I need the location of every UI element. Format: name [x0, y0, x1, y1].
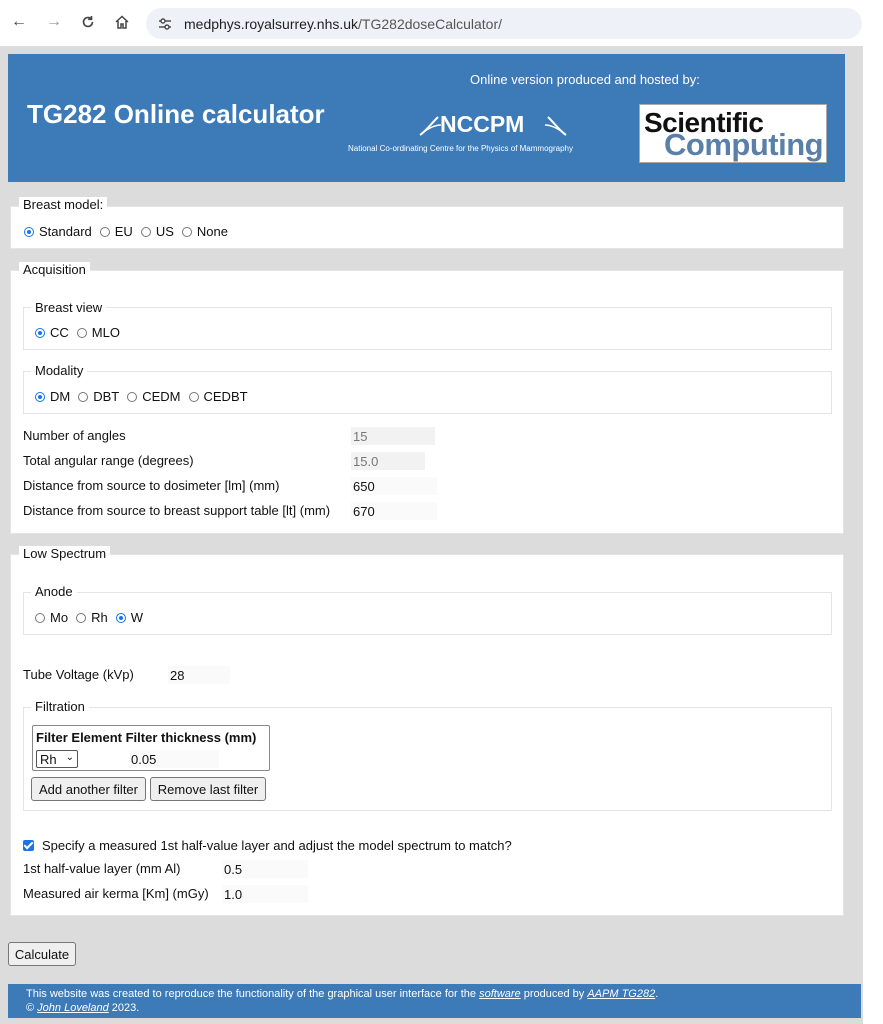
breast-model-eu[interactable]: [100, 224, 133, 239]
modality-dbt[interactable]: [78, 389, 119, 404]
low-spectrum-legend: Low Spectrum: [19, 546, 110, 561]
view-mlo[interactable]: [77, 325, 120, 340]
hvl-label: 1st half-value layer (mm Al): [23, 861, 181, 876]
modality-cedbt[interactable]: [189, 389, 248, 404]
num-angles-label: Number of angles: [23, 428, 126, 443]
hvl-checkbox-label: Specify a measured 1st half-value layer and adjust the model spectrum to match?: [42, 838, 512, 853]
address-bar[interactable]: [146, 8, 862, 39]
num-angles-input[interactable]: 15: [351, 427, 435, 445]
source-table-label: Distance from source to breast support table [lt] (mm): [23, 503, 331, 518]
back-arrow-icon[interactable]: ←: [11, 13, 27, 30]
hvl-checkbox-row: [23, 838, 512, 853]
filter-element-select[interactable]: [36, 750, 78, 768]
anode-w[interactable]: [116, 610, 143, 625]
source-table-input[interactable]: 670: [351, 502, 437, 520]
footer-text-mid: produced by: [523, 988, 585, 1000]
radio-none[interactable]: [182, 227, 192, 237]
wave-left-icon: [418, 113, 442, 137]
remove-filter-button[interactable]: Remove last filter: [150, 777, 266, 801]
breast-view-legend: Breast view: [31, 300, 106, 315]
radio-label: Standard: [39, 224, 92, 239]
nccpm-full-name: National Co-ordinating Centre for the Physics of Mammography: [348, 144, 573, 153]
page-title: TG282 Online calculator: [27, 99, 325, 129]
footer-line2: [26, 1002, 139, 1014]
author-link[interactable]: John Loveland: [37, 1002, 109, 1014]
anode-legend: Anode: [31, 584, 77, 599]
modality-legend: Modality: [31, 363, 87, 378]
aapm-link[interactable]: AAPM TG282: [587, 988, 656, 1000]
scientific-computing-logo: [639, 104, 827, 163]
filtration-legend: Filtration: [31, 699, 89, 714]
breast-view-options: [35, 325, 128, 340]
anode-options: [35, 610, 151, 625]
footer-line1: [26, 988, 658, 1000]
modality-cedm[interactable]: [127, 389, 180, 404]
radio-label: W: [130, 610, 143, 625]
anode-mo[interactable]: [35, 610, 68, 625]
radio-label: CC: [50, 325, 69, 340]
source-dosimeter-input[interactable]: 650: [351, 477, 437, 495]
calculate-button[interactable]: Calculate: [8, 942, 76, 966]
footer-year: 2023.: [111, 1002, 140, 1014]
radio-w[interactable]: [116, 613, 126, 623]
breast-model-options: [24, 224, 236, 239]
source-dosimeter-label: Distance from source to dosimeter [lm] (mm): [23, 478, 280, 493]
col-filter-thickness: Filter thickness (mm): [125, 730, 257, 745]
filter-element-value: Rh: [40, 751, 57, 767]
hvl-checkbox[interactable]: [23, 840, 34, 851]
radio-mo[interactable]: [35, 613, 45, 623]
filter-table-header: [36, 730, 256, 745]
nccpm-wordmark: NCCPM: [440, 111, 525, 137]
air-kerma-label: Measured air kerma [Km] (mGy): [23, 886, 209, 901]
forward-arrow-icon[interactable]: →: [46, 13, 62, 30]
radio-mlo[interactable]: [77, 328, 87, 338]
wave-right-icon: [542, 113, 568, 137]
sci-logo-line2: Computing: [664, 127, 824, 162]
filter-table: [32, 725, 270, 771]
breast-model-us[interactable]: [141, 224, 174, 239]
radio-label: Rh: [91, 610, 108, 625]
nccpm-logo: [348, 109, 638, 159]
col-filter-element: Filter Element: [36, 730, 122, 745]
radio-us[interactable]: [141, 227, 151, 237]
filter-thickness-input[interactable]: 0.05: [129, 750, 219, 768]
radio-cedbt[interactable]: [189, 392, 199, 402]
sci-logo-line1: Scientific: [644, 107, 764, 138]
anode-rh[interactable]: [76, 610, 108, 625]
angular-range-label: Total angular range (degrees): [23, 453, 194, 468]
radio-rh[interactable]: [76, 613, 86, 623]
radio-label: None: [196, 224, 228, 239]
copyright-symbol: ©: [26, 1002, 35, 1014]
radio-dm[interactable]: [35, 392, 45, 402]
home-icon[interactable]: [112, 12, 132, 32]
tube-voltage-input[interactable]: 28: [168, 666, 230, 684]
radio-label: DM: [50, 389, 71, 404]
chevron-down-icon: ⌄: [65, 752, 74, 763]
air-kerma-input[interactable]: 1.0: [222, 885, 308, 903]
radio-label: US: [155, 224, 174, 239]
page-header: [8, 54, 845, 182]
breast-model-standard[interactable]: [24, 224, 92, 239]
radio-label: EU: [114, 224, 133, 239]
site-settings-icon[interactable]: [156, 15, 174, 33]
radio-cedm[interactable]: [127, 392, 137, 402]
radio-label: DBT: [93, 389, 120, 404]
breast-model-legend: Breast model:: [19, 197, 107, 212]
radio-cc[interactable]: [35, 328, 45, 338]
software-link[interactable]: software: [479, 988, 521, 1000]
page-footer: [8, 984, 861, 1018]
url-path: /TG282doseCalculator/: [358, 16, 503, 32]
breast-model-none[interactable]: [182, 224, 228, 239]
radio-label: CEDBT: [203, 389, 248, 404]
acquisition-legend: Acquisition: [19, 262, 90, 277]
url-text: [184, 16, 502, 32]
add-filter-button[interactable]: Add another filter: [31, 777, 146, 801]
browser-toolbar: [0, 0, 883, 46]
radio-label: MLO: [91, 325, 120, 340]
radio-standard[interactable]: [24, 227, 34, 237]
page-frame: [0, 46, 863, 1024]
hvl-input[interactable]: 0.5: [222, 860, 308, 878]
radio-label: CEDM: [142, 389, 181, 404]
hosted-by-text: Online version produced and hosted by:: [470, 72, 700, 87]
view-cc[interactable]: [35, 325, 69, 340]
modality-options: [35, 389, 256, 404]
radio-label: Mo: [50, 610, 69, 625]
radio-eu[interactable]: [100, 227, 110, 237]
radio-dbt[interactable]: [78, 392, 88, 402]
footer-text: This website was created to reproduce the functionality of the graphical user interface for the: [26, 988, 477, 1000]
reload-icon[interactable]: [78, 12, 98, 32]
footer-period: .: [655, 988, 659, 1000]
tube-voltage-label: Tube Voltage (kVp): [23, 667, 134, 682]
modality-dm[interactable]: [35, 389, 70, 404]
url-domain: medphys.royalsurrey.nhs.uk: [184, 16, 359, 32]
angular-range-input[interactable]: 15.0: [351, 452, 425, 470]
breast-view-fieldset: [23, 307, 832, 350]
